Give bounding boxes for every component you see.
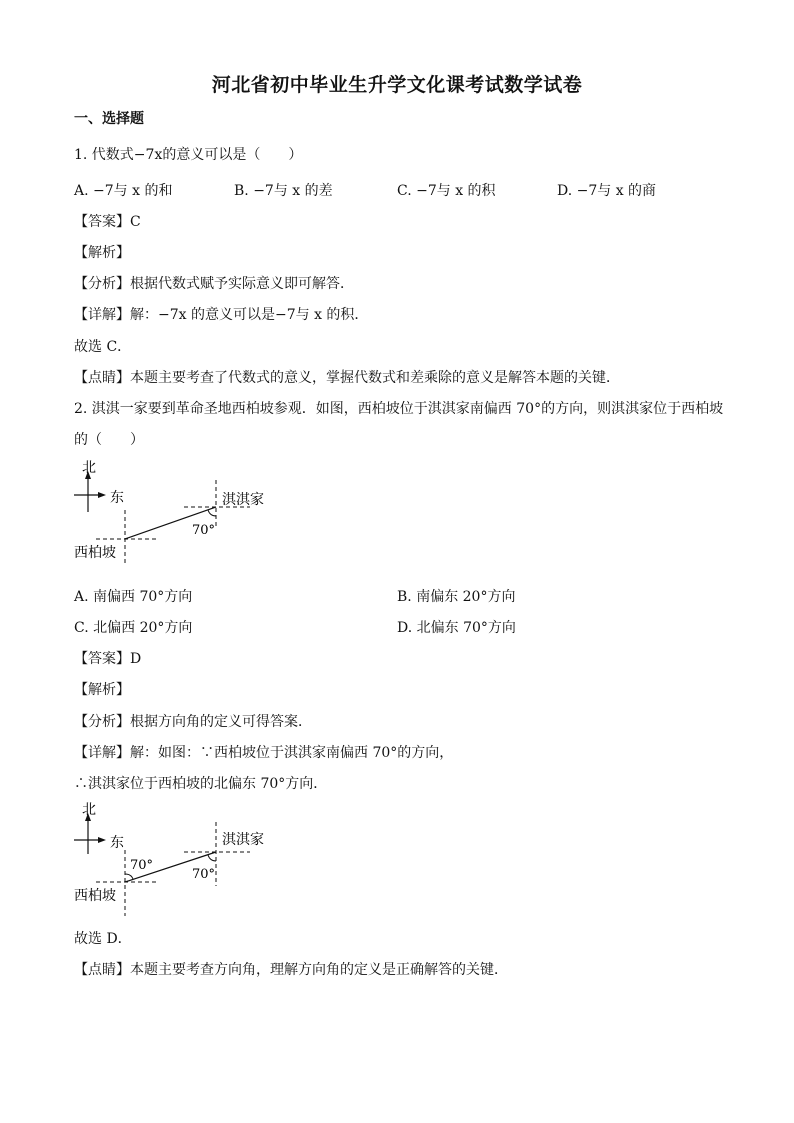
angle-label-left: 70° <box>130 858 154 873</box>
angle-arc-left <box>125 874 133 879</box>
east-label: 东 <box>110 835 124 851</box>
north-label: 北 <box>82 802 96 818</box>
q1-stem: 1. 代数式−7x的意义可以是（ ） <box>74 147 303 163</box>
q1-fenxi: 【分析】根据代数式赋予实际意义即可解答． <box>74 276 354 292</box>
q1-conclusion: 故选 C． <box>74 339 132 355</box>
home-label: 淇淇家 <box>222 492 264 508</box>
q2-option-a: A. 南偏西 70°方向 <box>74 589 193 605</box>
q2-conclusion: 故选 D． <box>74 931 132 947</box>
direction-figure-2 <box>66 800 286 918</box>
q2-option-b: B. 南偏东 20°方向 <box>397 589 516 605</box>
east-arrow-icon <box>98 837 106 843</box>
q1-option-c: C. −7与 x 的积 <box>397 183 496 199</box>
q1-answer: 【答案】C <box>74 214 141 230</box>
q1-dianjing: 【点睛】本题主要考查了代数式的意义，掌握代数式和差乘除的意义是解答本题的关键． <box>74 370 620 386</box>
q2-option-d: D. 北偏东 70°方向 <box>397 620 516 636</box>
east-label: 东 <box>110 490 124 506</box>
direction-figure-1 <box>66 458 286 570</box>
q2-therefore: ∴淇淇家位于西柏坡的北偏东 70°方向． <box>74 776 328 792</box>
angle-arc <box>208 510 216 516</box>
home-label: 淇淇家 <box>222 832 264 848</box>
east-arrow-icon <box>98 492 106 498</box>
q2-analysis-label: 【解析】 <box>74 682 130 698</box>
q1-option-b: B. −7与 x 的差 <box>234 183 333 199</box>
section-heading: 一、选择题 <box>74 111 144 127</box>
q1-option-d: D. −7与 x 的商 <box>557 183 657 199</box>
q2-stem-line1: 2. 淇淇一家要到革命圣地西柏坡参观．如图，西柏坡位于淇淇家南偏西 70°的方向，则淇淇家位于西柏坡 <box>74 401 724 417</box>
q1-analysis-label: 【解析】 <box>74 245 130 261</box>
q2-answer: 【答案】D <box>74 651 142 667</box>
xibaipo-label: 西柏坡 <box>74 545 116 561</box>
angle-arc-right <box>208 855 216 861</box>
q2-stem-line2: 的（ ） <box>74 432 144 448</box>
north-label: 北 <box>82 460 96 476</box>
q2-fenxi: 【分析】根据方向角的定义可得答案． <box>74 714 312 730</box>
q1-option-a: A. −7与 x 的和 <box>74 183 173 199</box>
page-title: 河北省初中毕业生升学文化课考试数学试卷 <box>211 74 583 96</box>
xibaipo-label: 西柏坡 <box>74 888 116 904</box>
q2-dianjing: 【点睛】本题主要考查方向角，理解方向角的定义是正确解答的关键． <box>74 962 508 978</box>
q2-option-c: C. 北偏西 20°方向 <box>74 620 193 636</box>
q1-xiangjie: 【详解】解：−7x 的意义可以是−7与 x 的积． <box>74 307 369 323</box>
q2-xiangjie: 【详解】解：如图：∵西柏坡位于淇淇家南偏西 70°的方向， <box>74 745 454 761</box>
angle-label: 70° <box>192 523 216 538</box>
angle-label-right: 70° <box>192 867 216 882</box>
